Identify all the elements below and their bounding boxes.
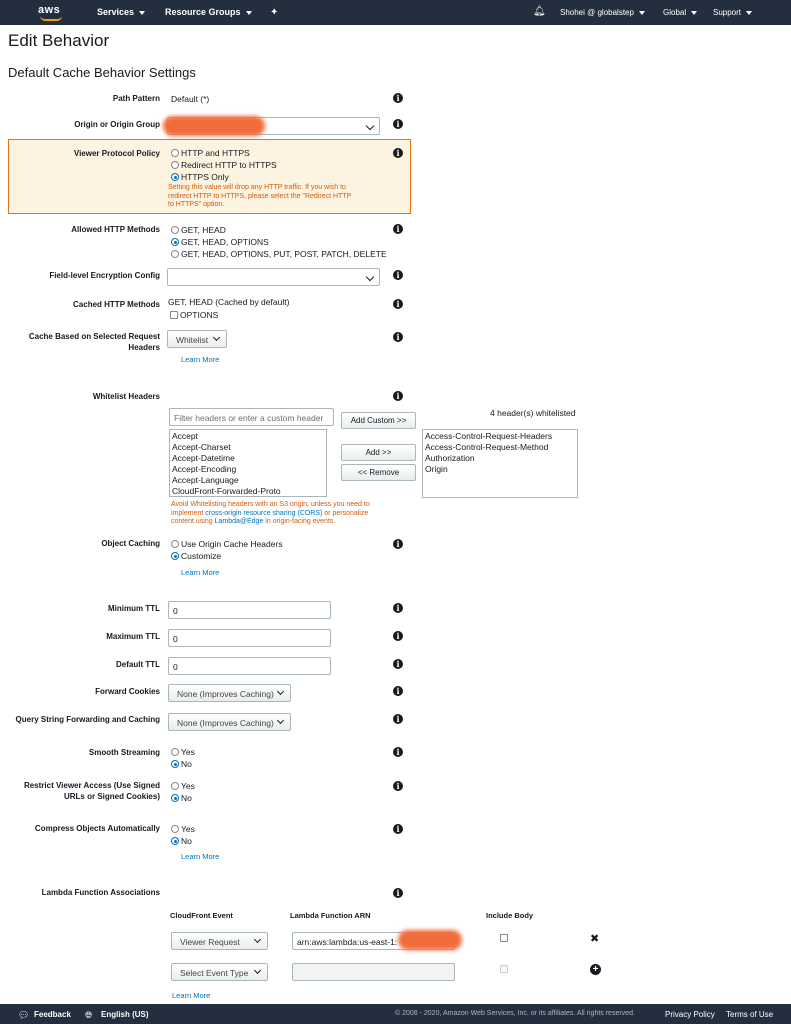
event-type-select-row1[interactable]: Viewer Request xyxy=(171,932,268,950)
allowed-methods-option-get-head-options[interactable]: GET, HEAD, OPTIONS xyxy=(171,237,269,247)
viewer-protocol-note: Setting this value will drop any HTTP traffic. If you wish to redirect HTTP to HTTPS, please select the "Redirect HTTP to HTTPS" option. xyxy=(168,184,352,208)
forward-cookies-select[interactable]: None (Improves Caching) xyxy=(168,684,291,702)
info-icon[interactable]: i xyxy=(393,224,403,234)
default-ttl-label: Default TTL xyxy=(116,660,160,669)
origin-label: Origin or Origin Group xyxy=(74,120,160,129)
compress-label: Compress Objects Automatically xyxy=(34,824,160,833)
column-header-include-body: Include Body xyxy=(486,911,534,920)
remove-header-button[interactable]: << Remove xyxy=(341,464,416,481)
learn-more-link[interactable]: Learn More xyxy=(181,568,220,577)
chevron-down-icon xyxy=(746,11,752,15)
footer-bar xyxy=(0,1004,791,1024)
allowed-methods-option-get-head[interactable]: GET, HEAD xyxy=(171,225,226,235)
radio-icon xyxy=(171,226,179,234)
viewer-protocol-label: Viewer Protocol Policy xyxy=(73,149,160,158)
radio-icon xyxy=(171,161,179,169)
info-icon[interactable]: i xyxy=(393,539,403,549)
cached-methods-value: GET, HEAD (Cached by default) xyxy=(168,297,290,307)
info-icon[interactable]: i xyxy=(393,603,403,613)
info-icon[interactable]: i xyxy=(393,824,403,834)
cors-link[interactable]: cross-origin resource sharing (CORS) xyxy=(205,509,323,517)
default-ttl-input[interactable]: 0 xyxy=(168,657,331,675)
privacy-policy-link[interactable]: Privacy Policy xyxy=(665,1010,715,1019)
account-menu[interactable]: Shohei @ globalstep xyxy=(560,8,645,17)
learn-more-link[interactable]: Learn More xyxy=(172,991,211,1000)
whitelisted-count: 4 header(s) whitelisted xyxy=(490,408,576,418)
info-icon[interactable]: i xyxy=(393,119,403,129)
radio-icon xyxy=(171,748,179,756)
include-body-checkbox-row1[interactable] xyxy=(500,934,508,942)
resource-groups-menu[interactable]: Resource Groups xyxy=(165,7,252,17)
list-item[interactable]: Accept xyxy=(172,431,198,441)
info-icon[interactable]: i xyxy=(393,391,403,401)
compress-yes[interactable]: Yes xyxy=(171,824,195,834)
object-caching-option-customize[interactable]: Customize xyxy=(171,551,221,561)
column-header-arn: Lambda Function ARN xyxy=(290,911,371,920)
add-circle-icon[interactable]: + xyxy=(590,964,601,975)
list-item[interactable]: Origin xyxy=(425,464,448,474)
page-title: Edit Behavior xyxy=(8,31,110,50)
chevron-down-icon xyxy=(246,11,252,15)
cached-methods-label: Cached HTTP Methods xyxy=(73,300,160,309)
radio-icon xyxy=(171,250,179,258)
path-pattern-label: Path Pattern xyxy=(112,94,160,103)
available-headers-list[interactable] xyxy=(169,429,327,497)
services-menu[interactable]: Services xyxy=(97,7,145,17)
list-item[interactable]: Access-Control-Request-Headers xyxy=(425,431,553,441)
viewer-protocol-option-https-only[interactable]: HTTPS Only xyxy=(171,172,229,182)
selected-headers-list[interactable] xyxy=(422,429,578,498)
chevron-down-icon xyxy=(277,717,284,724)
info-icon[interactable]: i xyxy=(393,148,403,158)
pin-icon[interactable]: ✦ xyxy=(270,7,279,18)
filter-headers-input[interactable]: Filter headers or enter a custom header xyxy=(169,408,334,426)
chevron-down-icon xyxy=(366,273,374,281)
allowed-methods-option-all[interactable]: GET, HEAD, OPTIONS, PUT, POST, PATCH, DELETE xyxy=(171,249,387,259)
learn-more-link[interactable]: Learn More xyxy=(181,355,220,364)
fle-select[interactable] xyxy=(167,268,380,286)
terms-of-use-link[interactable]: Terms of Use xyxy=(726,1010,774,1019)
max-ttl-input[interactable]: 0 xyxy=(168,629,331,647)
radio-icon xyxy=(171,782,179,790)
chevron-down-icon xyxy=(691,11,697,15)
forward-cookies-label: Forward Cookies xyxy=(95,687,160,696)
radio-selected-icon xyxy=(171,238,179,246)
radio-selected-icon xyxy=(171,794,179,802)
lambda-arn-input-row2[interactable] xyxy=(292,963,455,981)
restrict-viewer-no[interactable]: No xyxy=(171,793,192,803)
lambda-edge-link[interactable]: Lambda@Edge xyxy=(214,518,264,525)
radio-selected-icon xyxy=(171,173,179,181)
chevron-down-icon xyxy=(254,936,261,943)
min-ttl-label: Minimum TTL xyxy=(108,604,160,613)
copyright-text: © 2008 - 2020, Amazon Web Services, Inc. or its affiliates. All rights reserved. xyxy=(395,1010,635,1017)
include-body-checkbox-row2[interactable] xyxy=(500,965,508,973)
radio-icon xyxy=(171,825,179,833)
lambda-associations-label: Lambda Function Associations xyxy=(41,888,160,897)
max-ttl-label: Maximum TTL xyxy=(106,632,160,641)
info-icon[interactable]: i xyxy=(393,686,403,696)
info-icon[interactable]: i xyxy=(393,270,403,280)
chevron-down-icon xyxy=(639,11,645,15)
info-icon[interactable]: i xyxy=(393,714,403,724)
event-type-select-row2[interactable]: Select Event Type xyxy=(171,963,268,981)
close-icon[interactable]: ✖ xyxy=(590,933,600,945)
add-header-button[interactable]: Add >> xyxy=(341,444,416,461)
info-icon[interactable]: i xyxy=(393,631,403,641)
viewer-protocol-option-redirect[interactable]: Redirect HTTP to HTTPS xyxy=(171,160,277,170)
list-item[interactable]: CloudFront-Forwarded-Proto xyxy=(172,486,281,496)
info-icon[interactable]: i xyxy=(393,299,403,309)
restrict-viewer-yes[interactable]: Yes xyxy=(171,781,195,791)
query-string-label: Query String Forwarding and Caching xyxy=(15,715,160,724)
redaction-mark xyxy=(163,116,265,136)
add-custom-button[interactable]: Add Custom >> xyxy=(341,412,416,429)
chevron-down-icon xyxy=(213,334,220,341)
learn-more-link[interactable]: Learn More xyxy=(181,852,220,861)
feedback-link[interactable]: Feedback xyxy=(34,1010,71,1019)
fle-label: Field-level Encryption Config xyxy=(49,271,160,280)
radio-icon xyxy=(171,540,179,548)
list-item[interactable]: Accept-Encoding xyxy=(172,464,237,474)
smooth-streaming-no[interactable]: No xyxy=(171,759,192,769)
whitelist-note: Avoid Whitelisting headers with an S3 origin, unless you need to implement cross-origin resource sharing (CORS) or personalize content using Lambda@Edge in origin-facing events. xyxy=(171,501,370,525)
cached-methods-options-checkbox[interactable]: OPTIONS xyxy=(170,310,218,320)
chevron-down-icon xyxy=(277,688,284,695)
object-caching-option-origin[interactable]: Use Origin Cache Headers xyxy=(171,539,283,549)
radio-icon xyxy=(171,149,179,157)
list-item[interactable]: Accept-Language xyxy=(172,475,239,485)
info-icon[interactable]: i xyxy=(393,888,403,898)
info-icon[interactable]: i xyxy=(393,747,403,757)
compress-no[interactable]: No xyxy=(171,836,192,846)
whitelist-headers-label: Whitelist Headers xyxy=(92,392,160,401)
info-icon[interactable]: i xyxy=(393,781,403,791)
language-selector[interactable]: English (US) xyxy=(101,1010,149,1019)
cache-based-label: Cache Based on Selected Request Headers xyxy=(28,332,160,352)
info-icon[interactable]: i xyxy=(393,332,403,342)
info-icon[interactable]: i xyxy=(393,93,403,103)
section-title: Default Cache Behavior Settings xyxy=(8,65,196,80)
restrict-viewer-label: Restrict Viewer Access (Use Signed URLs or Signed Cookies) xyxy=(23,781,160,801)
smooth-streaming-yes[interactable]: Yes xyxy=(171,747,195,757)
allowed-methods-label: Allowed HTTP Methods xyxy=(71,225,160,234)
top-navigation-bar xyxy=(0,0,791,25)
globe-icon: 🌐︎ xyxy=(85,1010,93,1020)
bell-icon[interactable]: 🔔︎ xyxy=(533,6,546,17)
chevron-down-icon xyxy=(366,122,374,130)
chevron-down-icon xyxy=(139,11,145,15)
cache-based-select[interactable]: Whitelist xyxy=(167,330,227,348)
support-menu[interactable]: Support xyxy=(713,8,752,17)
list-item[interactable]: Accept-Charset xyxy=(172,442,231,452)
list-item[interactable]: Access-Control-Request-Method xyxy=(425,442,549,452)
radio-selected-icon xyxy=(171,837,179,845)
lambda-arn-input-row1[interactable]: arn:aws:lambda:us-east-1: xyxy=(292,932,455,950)
aws-logo[interactable] xyxy=(38,2,64,22)
radio-selected-icon xyxy=(171,552,179,560)
min-ttl-input[interactable]: 0 xyxy=(168,601,331,619)
region-menu[interactable]: Global xyxy=(663,8,697,17)
list-item[interactable]: Authorization xyxy=(425,453,475,463)
query-string-select[interactable]: None (Improves Caching) xyxy=(168,713,291,731)
list-item[interactable]: Accept-Datetime xyxy=(172,453,235,463)
info-icon[interactable]: i xyxy=(393,659,403,669)
smooth-streaming-label: Smooth Streaming xyxy=(88,748,160,757)
chevron-down-icon xyxy=(254,967,261,974)
aws-smile-icon xyxy=(40,16,62,21)
column-header-event: CloudFront Event xyxy=(170,911,233,920)
aws-logo-text: aws xyxy=(38,4,61,16)
redaction-mark xyxy=(398,930,462,950)
radio-selected-icon xyxy=(171,760,179,768)
viewer-protocol-option-http-https[interactable]: HTTP and HTTPS xyxy=(171,148,250,158)
path-pattern-value: Default (*) xyxy=(171,94,210,104)
object-caching-label: Object Caching xyxy=(101,539,160,548)
checkbox-icon xyxy=(170,311,178,319)
feedback-icon: 💬︎ xyxy=(18,1010,30,1020)
